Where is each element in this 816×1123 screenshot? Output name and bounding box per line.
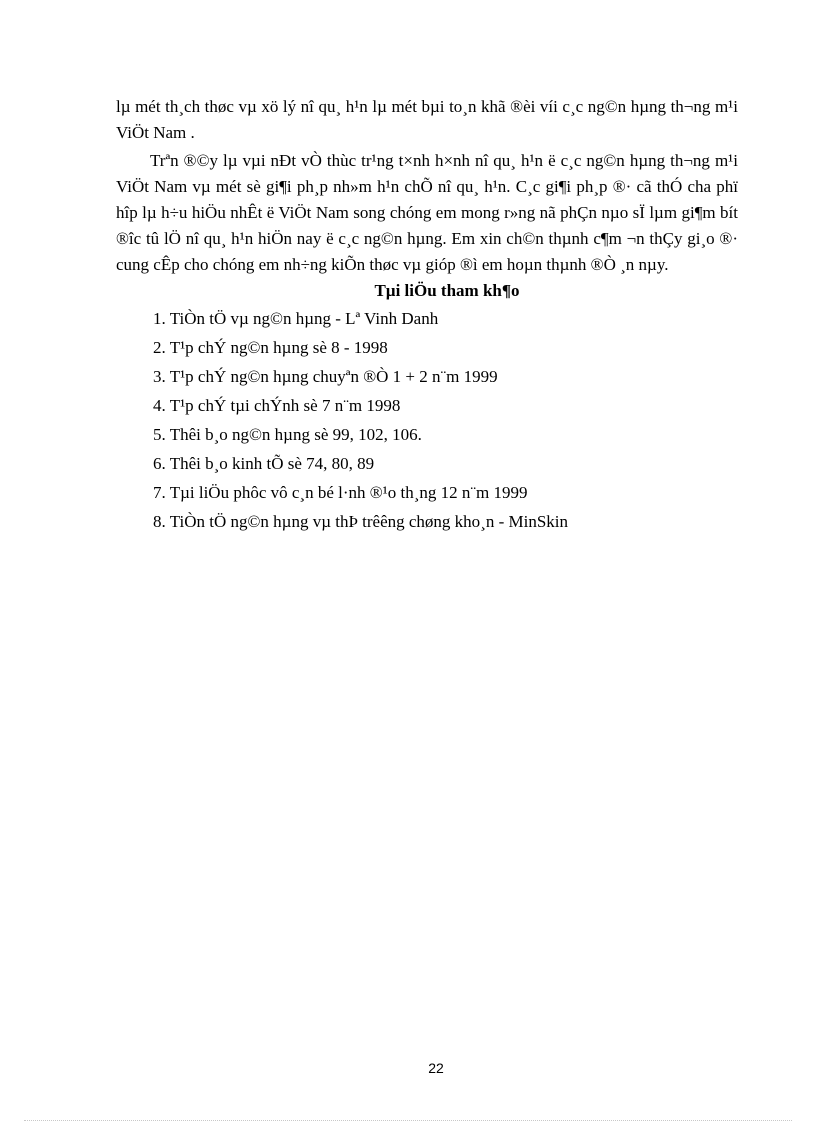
reference-item: 4. T¹p chÝ tµi chÝnh sè 7 n¨m 1998 <box>153 396 401 415</box>
reference-item: 8. TiÒn tÖ ng©n hµng vµ thÞ trêêng chøng kho¸n - MinSkin <box>153 512 569 531</box>
paragraph-conclusion: Trªn ®©y lµ vµi nÐt vÒ thùc tr¹ng t×nh h×nh nî qu¸ h¹n ë c¸c ng©n hµng th¬ng m¹i ViÖt Nam vµ mét sè gi¶i ph¸p nh»m h¹n chÕ nî qu¸ h¹n. C¸c gi¶i ph¸p ®· cã thÓ cha phï hîp lµ h÷u hiÖu nhÊt ë ViÖt Nam song chóng em mong r»ng nã phÇn nµo sÏ lµm gi¶m bít ®îc tû lÖ nî qu¸ h¹n hiÖn nay ë c¸c ng©n hµng. Em xin ch©n thµnh c¶m ¬n thÇy gi¸o ®· cung cÊp cho chóng em nh÷ng kiÕn thøc vµ gióp ®ì em hoµn thµnh ®Ò ¸n nµy. <box>116 151 738 274</box>
paragraph-intro: lµ mét th¸ch thøc vµ xö lý nî qu¸ h¹n lµ mét bµi to¸n khã ®èi víi c¸c ng©n hµng th¬ng m¹i ViÖt Nam . <box>116 97 738 142</box>
reference-item: 5. Thêi b¸o ng©n hµng sè 99, 102, 106. <box>153 425 422 444</box>
page-number: 22 <box>428 1060 444 1076</box>
references-heading: Tµi liÖu tham kh¶o <box>374 281 520 300</box>
reference-item: 3. T¹p chÝ ng©n hµng chuyªn ®Ò 1 + 2 n¨m 1999 <box>153 367 498 386</box>
document-body <box>116 94 738 536</box>
page-bottom-divider <box>24 1120 792 1121</box>
reference-item: 2. T¹p chÝ ng©n hµng sè 8 - 1998 <box>153 338 388 357</box>
reference-item: 7. Tµi liÖu phôc vô c¸n bé l·nh ®¹o th¸ng 12 n¨m 1999 <box>153 483 528 502</box>
references-list <box>116 304 738 536</box>
reference-item: 1. TiÒn tÖ vµ ng©n hµng - Lª Vinh Danh <box>153 309 439 328</box>
reference-item: 6. Thêi b¸o kinh tÕ sè 74, 80, 89 <box>153 454 375 473</box>
